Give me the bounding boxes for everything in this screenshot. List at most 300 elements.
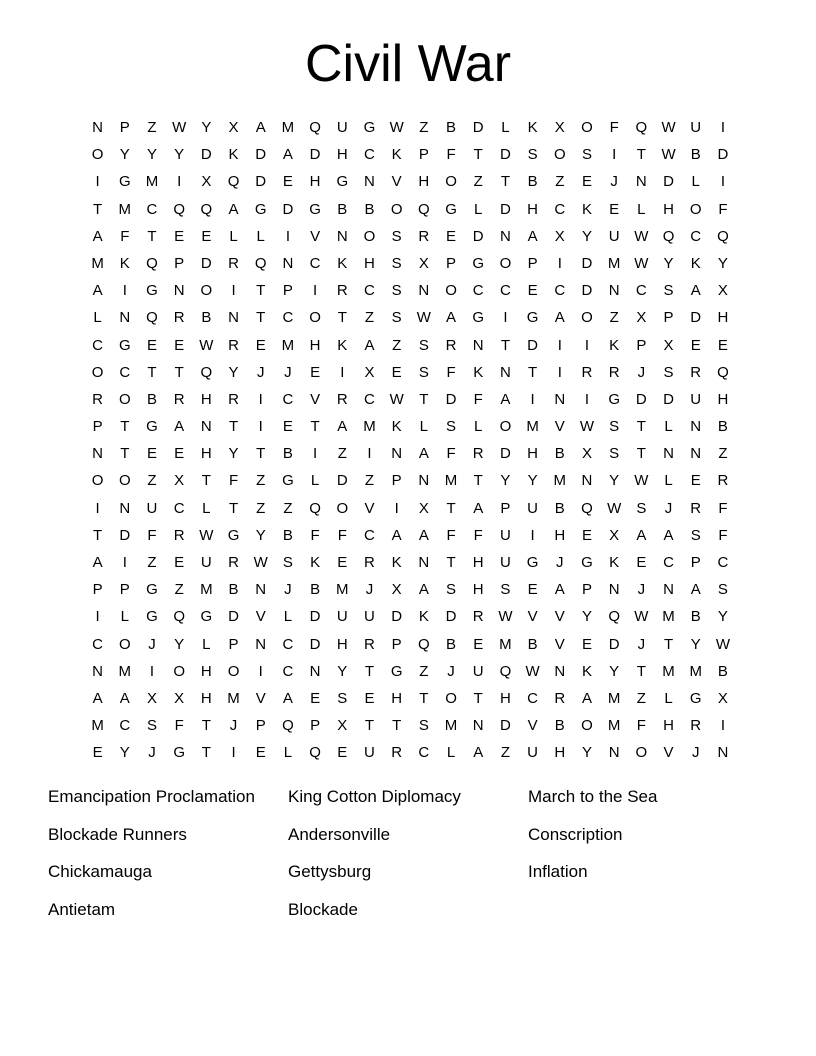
grid-letter: T xyxy=(201,472,211,490)
grid-letter: C xyxy=(690,227,702,245)
grid-letter: B xyxy=(282,445,293,463)
grid-letter: G xyxy=(445,200,457,218)
grid-letter: B xyxy=(690,608,701,626)
grid-letter: K xyxy=(690,254,701,272)
grid-row xyxy=(84,522,737,549)
grid-letter: C xyxy=(554,282,566,300)
grid-letter: E xyxy=(146,445,157,463)
grid-letter: I xyxy=(313,445,318,463)
grid-letter: C xyxy=(146,200,158,218)
grid-letter: G xyxy=(608,390,620,408)
grid-letter: N xyxy=(554,662,566,680)
grid-letter: H xyxy=(717,309,729,327)
grid-letter: S xyxy=(391,227,402,245)
grid-letter: W xyxy=(498,608,513,626)
grid-letter: Y xyxy=(581,227,592,245)
grid-letter: U xyxy=(690,119,702,136)
word-bank-row xyxy=(48,816,788,854)
grid-letter: M xyxy=(444,717,458,735)
grid-letter: Q xyxy=(418,200,430,218)
grid-letter: D xyxy=(119,526,131,544)
grid-letter: W xyxy=(634,227,649,245)
grid-letter: C xyxy=(119,717,131,735)
grid-letter: I xyxy=(340,363,345,381)
grid-letter: S xyxy=(418,717,429,735)
grid-letter: D xyxy=(663,390,674,408)
grid-letter: E xyxy=(146,336,157,354)
grid-letter: D xyxy=(228,608,239,626)
word-bank-item: Chickamauga xyxy=(48,862,152,882)
grid-letter: N xyxy=(200,418,212,436)
grid-letter: F xyxy=(147,526,157,544)
grid-letter: P xyxy=(228,635,239,653)
grid-letter: M xyxy=(607,689,621,707)
grid-letter: O xyxy=(200,282,213,300)
grid-letter: R xyxy=(364,635,375,653)
grid-letter: E xyxy=(255,336,266,354)
grid-letter: L xyxy=(202,635,211,653)
grid-letter: E xyxy=(255,744,266,762)
grid-letter: T xyxy=(201,717,211,735)
grid-letter: O xyxy=(581,309,593,327)
grid-letter: E xyxy=(174,227,185,245)
grid-letter: A xyxy=(92,554,103,571)
grid-letter: Q xyxy=(309,119,321,136)
grid-letter: N xyxy=(364,173,375,191)
grid-letter: F xyxy=(120,227,130,245)
grid-letter: Q xyxy=(418,635,430,653)
grid-letter: D xyxy=(445,390,457,408)
grid-letter: U xyxy=(364,744,375,762)
grid-letter: S xyxy=(581,146,592,164)
grid-letter: B xyxy=(527,635,538,653)
grid-letter: V xyxy=(663,744,674,762)
grid-letter: I xyxy=(720,119,725,136)
grid-letter: C xyxy=(282,390,294,408)
grid-letter: T xyxy=(446,554,456,571)
grid-letter: G xyxy=(118,173,131,191)
grid-letter: E xyxy=(337,744,348,762)
grid-letter: M xyxy=(363,418,376,436)
grid-letter: X xyxy=(418,254,429,272)
grid-letter: Y xyxy=(174,146,185,164)
grid-letter: D xyxy=(309,635,321,653)
grid-letter: Y xyxy=(609,472,620,490)
grid-letter: M xyxy=(607,717,621,735)
grid-letter: N xyxy=(119,309,131,327)
grid-letter: F xyxy=(718,526,728,544)
grid-letter: X xyxy=(554,227,565,245)
grid-letter: J xyxy=(148,635,156,653)
grid-letter: G xyxy=(689,689,702,707)
grid-letter: P xyxy=(119,581,130,599)
grid-letter: S xyxy=(282,554,293,571)
grid-letter: N xyxy=(608,744,620,762)
grid-letter: F xyxy=(174,717,184,735)
grid-letter: O xyxy=(445,282,457,300)
grid-letter: R xyxy=(173,390,185,408)
word-bank-item: Blockade Runners xyxy=(48,824,187,844)
grid-letter: V xyxy=(255,689,266,707)
grid-letter: R xyxy=(228,336,239,354)
grid-letter: R xyxy=(418,227,430,245)
grid-letter: N xyxy=(418,282,430,300)
grid-letter: B xyxy=(527,173,538,191)
grid-letter: S xyxy=(146,717,157,735)
grid-letter: O xyxy=(499,418,512,436)
grid-letter: D xyxy=(581,254,593,272)
grid-letter: J xyxy=(664,499,673,517)
grid-letter: X xyxy=(554,119,565,136)
grid-letter: X xyxy=(146,689,157,707)
grid-letter: M xyxy=(91,717,104,735)
grid-letter: E xyxy=(446,227,457,245)
grid-letter: C xyxy=(282,662,294,680)
grid-letter: R xyxy=(472,445,484,463)
grid-letter: T xyxy=(663,635,674,653)
grid-letter: G xyxy=(254,200,267,218)
grid-letter: D xyxy=(690,309,702,327)
grid-letter: N xyxy=(119,499,131,517)
grid-letter: M xyxy=(118,200,132,218)
grid-letter: K xyxy=(581,662,592,680)
grid-letter: K xyxy=(391,418,402,436)
grid-letter: S xyxy=(418,336,429,354)
grid-letter: N xyxy=(282,254,294,272)
grid-letter: S xyxy=(690,526,701,544)
grid-letter: M xyxy=(444,472,458,490)
grid-letter: R xyxy=(445,336,457,354)
grid-letter: Y xyxy=(500,472,511,490)
grid-row xyxy=(84,549,737,576)
grid-letter: A xyxy=(418,445,429,463)
grid-letter: I xyxy=(367,445,372,463)
grid-letter: H xyxy=(364,254,375,272)
grid-row xyxy=(84,739,737,766)
grid-letter: O xyxy=(581,119,593,136)
grid-row xyxy=(84,386,737,413)
grid-letter: M xyxy=(526,418,539,436)
grid-letter: T xyxy=(636,662,646,680)
grid-letter: A xyxy=(418,581,429,599)
grid-letter: O xyxy=(363,227,376,245)
grid-letter: W xyxy=(715,635,730,653)
grid-letter: R xyxy=(92,390,104,408)
grid-letter: T xyxy=(419,689,429,707)
grid-letter: B xyxy=(554,499,565,517)
grid-letter: F xyxy=(636,717,646,735)
grid-letter: L xyxy=(474,418,483,436)
grid-row xyxy=(84,304,737,331)
grid-letter: P xyxy=(527,254,538,272)
grid-letter: J xyxy=(284,581,292,599)
grid-letter: A xyxy=(364,336,375,354)
grid-letter: D xyxy=(581,282,593,300)
grid-letter: D xyxy=(200,146,212,164)
grid-letter: Z xyxy=(636,689,646,707)
grid-letter: M xyxy=(662,662,675,680)
grid-letter: R xyxy=(173,309,185,327)
grid-letter: P xyxy=(391,472,402,490)
grid-letter: N xyxy=(173,282,185,300)
grid-letter: D xyxy=(717,146,729,164)
grid-letter: K xyxy=(310,554,321,571)
grid-letter: R xyxy=(228,390,239,408)
grid-letter: U xyxy=(499,526,511,544)
grid-letter: G xyxy=(336,173,349,191)
grid-letter: G xyxy=(390,662,403,680)
grid-letter: B xyxy=(337,200,348,218)
grid-letter: G xyxy=(526,554,539,571)
grid-letter: T xyxy=(201,744,211,762)
word-bank-row xyxy=(48,891,788,929)
grid-letter: A xyxy=(282,689,293,707)
grid-letter: X xyxy=(636,309,647,327)
letter-grid xyxy=(84,114,737,767)
grid-letter: D xyxy=(282,200,294,218)
grid-letter: X xyxy=(581,445,592,463)
grid-letter: V xyxy=(391,173,402,191)
grid-letter: Z xyxy=(419,662,429,680)
grid-letter: M xyxy=(499,635,512,653)
grid-letter: L xyxy=(637,200,646,218)
grid-letter: R xyxy=(690,717,702,735)
grid-letter: G xyxy=(472,309,485,327)
grid-letter: I xyxy=(584,390,590,408)
grid-letter: Q xyxy=(499,662,512,680)
grid-row xyxy=(84,440,737,467)
grid-letter: W xyxy=(389,119,404,136)
grid-row xyxy=(84,359,737,386)
grid-letter: Z xyxy=(147,554,157,571)
grid-letter: H xyxy=(200,445,212,463)
grid-letter: A xyxy=(282,146,293,164)
grid-letter: L xyxy=(419,418,429,436)
grid-letter: T xyxy=(364,717,375,735)
grid-letter: H xyxy=(527,445,539,463)
grid-letter: L xyxy=(256,227,265,245)
grid-letter: Q xyxy=(309,499,321,517)
grid-letter: L xyxy=(283,744,293,762)
grid-letter: Y xyxy=(119,744,130,762)
grid-letter: B xyxy=(717,418,728,436)
grid-letter: E xyxy=(527,581,538,599)
grid-letter: T xyxy=(473,689,483,707)
grid-letter: Q xyxy=(662,227,675,245)
grid-letter: W xyxy=(416,309,431,327)
grid-letter: W xyxy=(389,390,404,408)
grid-letter: O xyxy=(91,472,104,490)
grid-letter: O xyxy=(173,662,185,680)
grid-letter: H xyxy=(418,173,430,191)
grid-letter: T xyxy=(337,309,347,327)
grid-letter: S xyxy=(717,581,728,599)
grid-letter: K xyxy=(609,554,620,571)
grid-letter: L xyxy=(310,472,320,490)
grid-letter: M xyxy=(607,254,621,272)
grid-letter: D xyxy=(527,336,539,354)
grid-letter: Z xyxy=(174,581,184,599)
grid-row xyxy=(84,223,737,250)
grid-letter: U xyxy=(336,608,348,626)
grid-letter: Y xyxy=(174,635,185,653)
grid-letter: H xyxy=(200,689,212,707)
grid-letter: N xyxy=(690,445,702,463)
grid-row xyxy=(84,141,737,168)
grid-letter: R xyxy=(690,363,702,381)
grid-letter: U xyxy=(527,499,539,517)
grid-letter: I xyxy=(258,418,263,436)
grid-letter: Y xyxy=(337,662,348,680)
grid-letter: Z xyxy=(392,336,402,354)
grid-letter: U xyxy=(527,744,539,762)
grid-letter: V xyxy=(255,608,266,626)
grid-letter: Q xyxy=(581,499,593,517)
grid-letter: M xyxy=(281,119,295,136)
grid-letter: O xyxy=(227,662,240,680)
grid-letter: E xyxy=(581,173,592,191)
grid-letter: R xyxy=(608,363,620,381)
grid-letter: E xyxy=(174,336,185,354)
grid-letter: K xyxy=(527,119,538,136)
grid-letter: C xyxy=(418,744,430,762)
grid-letter: U xyxy=(472,662,484,680)
grid-letter: B xyxy=(446,635,457,653)
grid-letter: T xyxy=(310,418,320,436)
grid-letter: I xyxy=(231,282,236,300)
grid-letter: N xyxy=(255,581,267,599)
grid-letter: S xyxy=(636,499,647,517)
grid-letter: B xyxy=(717,662,728,680)
grid-letter: U xyxy=(364,608,375,626)
grid-letter: A xyxy=(174,418,185,436)
grid-letter: Q xyxy=(309,744,321,762)
grid-letter: K xyxy=(228,146,239,164)
grid-letter: D xyxy=(472,227,484,245)
grid-letter: H xyxy=(309,336,321,354)
grid-letter: B xyxy=(146,390,157,408)
grid-letter: C xyxy=(92,635,104,653)
grid-letter: C xyxy=(92,336,104,354)
grid-letter: N xyxy=(608,282,620,300)
grid-letter: P xyxy=(174,254,185,272)
word-bank-item: Andersonville xyxy=(288,824,391,844)
grid-letter: W xyxy=(172,119,187,136)
grid-letter: T xyxy=(364,662,375,680)
word-bank-row xyxy=(48,853,788,891)
grid-letter: T xyxy=(228,499,239,517)
grid-letter: C xyxy=(472,282,484,300)
grid-letter: C xyxy=(554,200,566,218)
grid-letter: B xyxy=(310,581,321,599)
grid-letter: V xyxy=(310,390,321,408)
grid-letter: O xyxy=(118,635,131,653)
grid-letter: L xyxy=(664,689,673,707)
grid-letter: D xyxy=(499,445,511,463)
grid-letter: N xyxy=(472,717,484,735)
grid-letter: A xyxy=(554,309,565,327)
grid-letter: I xyxy=(177,173,182,191)
grid-letter: U xyxy=(336,119,348,136)
grid-letter: G xyxy=(146,608,158,626)
grid-row xyxy=(84,413,737,440)
grid-letter: F xyxy=(718,200,728,218)
grid-letter: I xyxy=(584,336,590,354)
grid-letter: M xyxy=(689,662,702,680)
grid-letter: Y xyxy=(228,363,239,381)
grid-letter: N xyxy=(255,635,267,653)
grid-letter: I xyxy=(557,336,562,354)
grid-letter: Z xyxy=(337,445,347,463)
grid-letter: H xyxy=(554,526,566,544)
grid-row xyxy=(84,495,737,522)
grid-letter: Y xyxy=(201,119,212,136)
grid-letter: I xyxy=(557,363,562,381)
grid-letter: E xyxy=(201,227,212,245)
grid-letter: S xyxy=(663,282,674,300)
grid-letter: Y xyxy=(609,662,620,680)
grid-letter: T xyxy=(636,445,646,463)
grid-letter: J xyxy=(556,554,564,571)
grid-letter: P xyxy=(446,254,457,272)
grid-letter: L xyxy=(446,744,456,762)
grid-letter: Z xyxy=(364,472,375,490)
grid-letter: A xyxy=(228,200,239,218)
grid-letter: T xyxy=(93,526,103,544)
grid-letter: J xyxy=(637,363,646,381)
grid-letter: X xyxy=(418,499,429,517)
grid-letter: T xyxy=(256,282,266,300)
grid-letter: I xyxy=(720,173,725,191)
grid-letter: B xyxy=(554,717,565,735)
grid-letter: O xyxy=(553,146,566,164)
grid-letter: S xyxy=(391,282,402,300)
grid-letter: T xyxy=(120,445,130,463)
grid-letter: I xyxy=(258,662,263,680)
grid-letter: R xyxy=(554,689,566,707)
grid-letter: A xyxy=(663,526,674,544)
grid-letter: P xyxy=(418,146,429,164)
grid-letter: Q xyxy=(227,173,240,191)
grid-letter: D xyxy=(200,254,212,272)
grid-letter: L xyxy=(93,309,102,327)
grid-letter: Q xyxy=(146,254,158,272)
grid-letter: A xyxy=(92,282,103,300)
grid-letter: A xyxy=(446,309,457,327)
grid-letter: A xyxy=(473,744,484,762)
grid-letter: V xyxy=(554,418,565,436)
grid-letter: W xyxy=(661,119,676,136)
grid-letter: B xyxy=(282,526,293,544)
grid-row xyxy=(84,467,737,494)
grid-letter: H xyxy=(472,554,484,571)
grid-letter: S xyxy=(609,418,620,436)
grid-letter: C xyxy=(119,363,131,381)
grid-letter: H xyxy=(200,390,212,408)
grid-letter: K xyxy=(418,608,429,626)
grid-letter: P xyxy=(310,717,321,735)
grid-letter: R xyxy=(717,472,729,490)
grid-letter: Q xyxy=(173,200,185,218)
grid-letter: R xyxy=(391,744,403,762)
grid-letter: S xyxy=(500,581,511,599)
grid-letter: J xyxy=(610,173,618,191)
grid-letter: J xyxy=(637,581,646,599)
grid-letter: R xyxy=(228,254,239,272)
grid-letter: N xyxy=(228,309,239,327)
grid-letter: S xyxy=(446,418,457,436)
grid-letter: H xyxy=(499,689,511,707)
